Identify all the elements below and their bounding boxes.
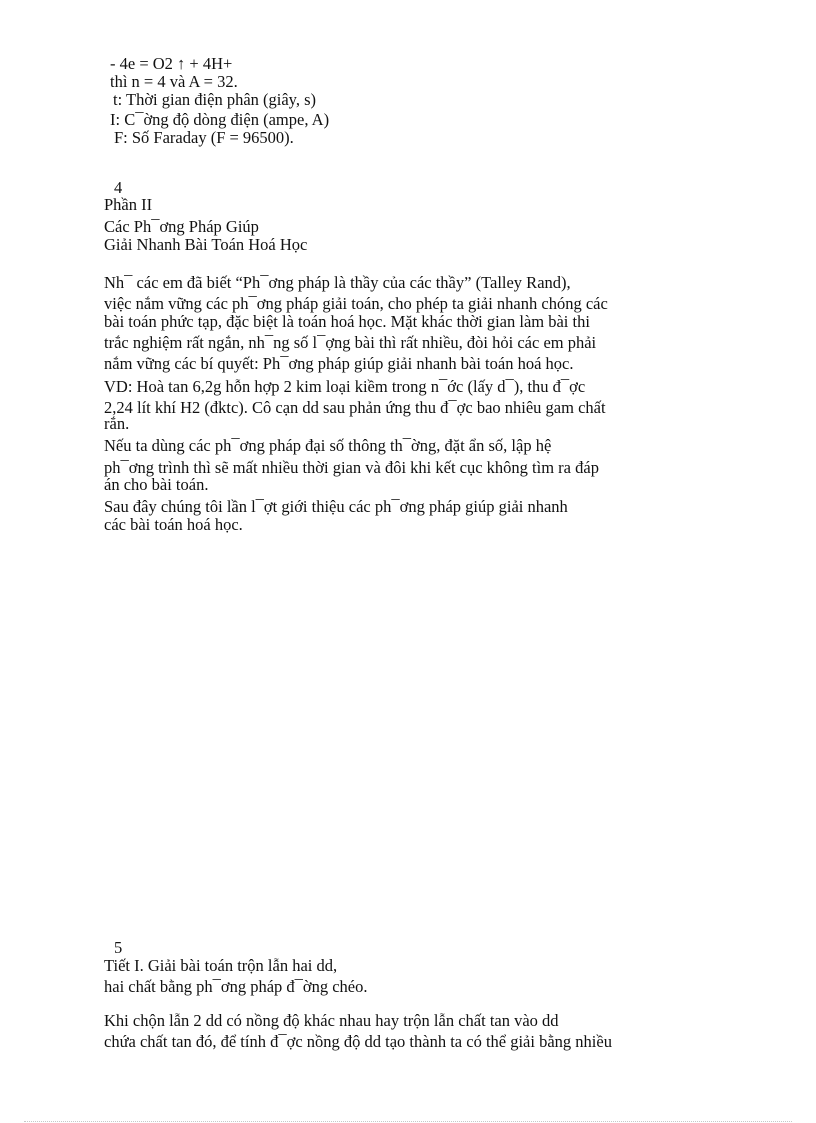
page-number: 5 (114, 938, 123, 957)
lesson-heading-line-1: Tiết I. Giải bài toán trộn lẫn hai dd, (104, 956, 338, 975)
section-title-line-1: Các Ph¯ơng Pháp Giúp (104, 217, 259, 236)
definition-t: t: Thời gian điện phân (giây, s) (113, 90, 317, 109)
paragraph-line: Khi chộn lẫn 2 dd có nồng độ khác nhau hay trộn lẫn chất tan vào dd (104, 1011, 559, 1030)
paragraph-line: chứa chất tan đó, để tính đ¯ợc nồng độ dd tạo thành ta có thể giải bằng nhiều (104, 1032, 612, 1051)
lesson-heading-line-2: hai chất bằng ph¯ơng pháp đ¯ờng chéo. (104, 977, 368, 996)
page-bottom-divider (24, 1121, 792, 1122)
part-heading: Phần II (104, 195, 153, 214)
paragraph-line: trắc nghiệm rất ngắn, nh¯ng số l¯ợng bài thì rất nhiều, đòi hỏi các em phải (104, 333, 597, 352)
paragraph-line: án cho bài toán. (104, 475, 209, 494)
page-number: 4 (114, 178, 123, 197)
paragraph-line: Sau đây chúng tôi lần l¯ợt giới thiệu các ph¯ơng pháp giúp giải nhanh (104, 497, 568, 516)
paragraph-line: Nh¯ các em đã biết “Ph¯ơng pháp là thầy của các thầy” (Talley Rand), (104, 273, 571, 292)
paragraph-line: việc nắm vững các ph¯ơng pháp giải toán, cho phép ta giải nhanh chóng các (104, 294, 608, 313)
example-line: rắn. (104, 414, 130, 433)
definition-i: I: C¯ờng độ dòng điện (ampe, A) (110, 110, 330, 129)
paragraph-line: bài toán phức tạp, đặc biệt là toán hoá học. Mặt khác thời gian làm bài thi (104, 312, 590, 331)
section-title-line-2: Giải Nhanh Bài Toán Hoá Học (104, 235, 308, 254)
example-line: 2,24 lít khí H2 (đktc). Cô cạn dd sau phản ứng thu đ¯ợc bao nhiêu gam chất (104, 398, 606, 417)
equation-line: - 4e = O2 ↑ + 4H+ (110, 54, 233, 73)
paragraph-line: Nếu ta dùng các ph¯ơng pháp đại số thông th¯ờng, đặt ẩn số, lập hệ (104, 436, 552, 455)
paragraph-line: các bài toán hoá học. (104, 515, 243, 534)
paragraph-line: nắm vững các bí quyết: Ph¯ơng pháp giúp giải nhanh bài toán hoá học. (104, 354, 574, 373)
values-line: thì n = 4 và A = 32. (110, 72, 238, 91)
paragraph-line: ph¯ơng trình thì sẽ mất nhiều thời gian và đôi khi kết cục không tìm ra đáp (104, 458, 599, 477)
definition-f: F: Số Faraday (F = 96500). (114, 128, 294, 147)
example-line: VD: Hoà tan 6,2g hỗn hợp 2 kim loại kiềm trong n¯ớc (lấy d¯), thu đ¯ợc (104, 377, 586, 396)
